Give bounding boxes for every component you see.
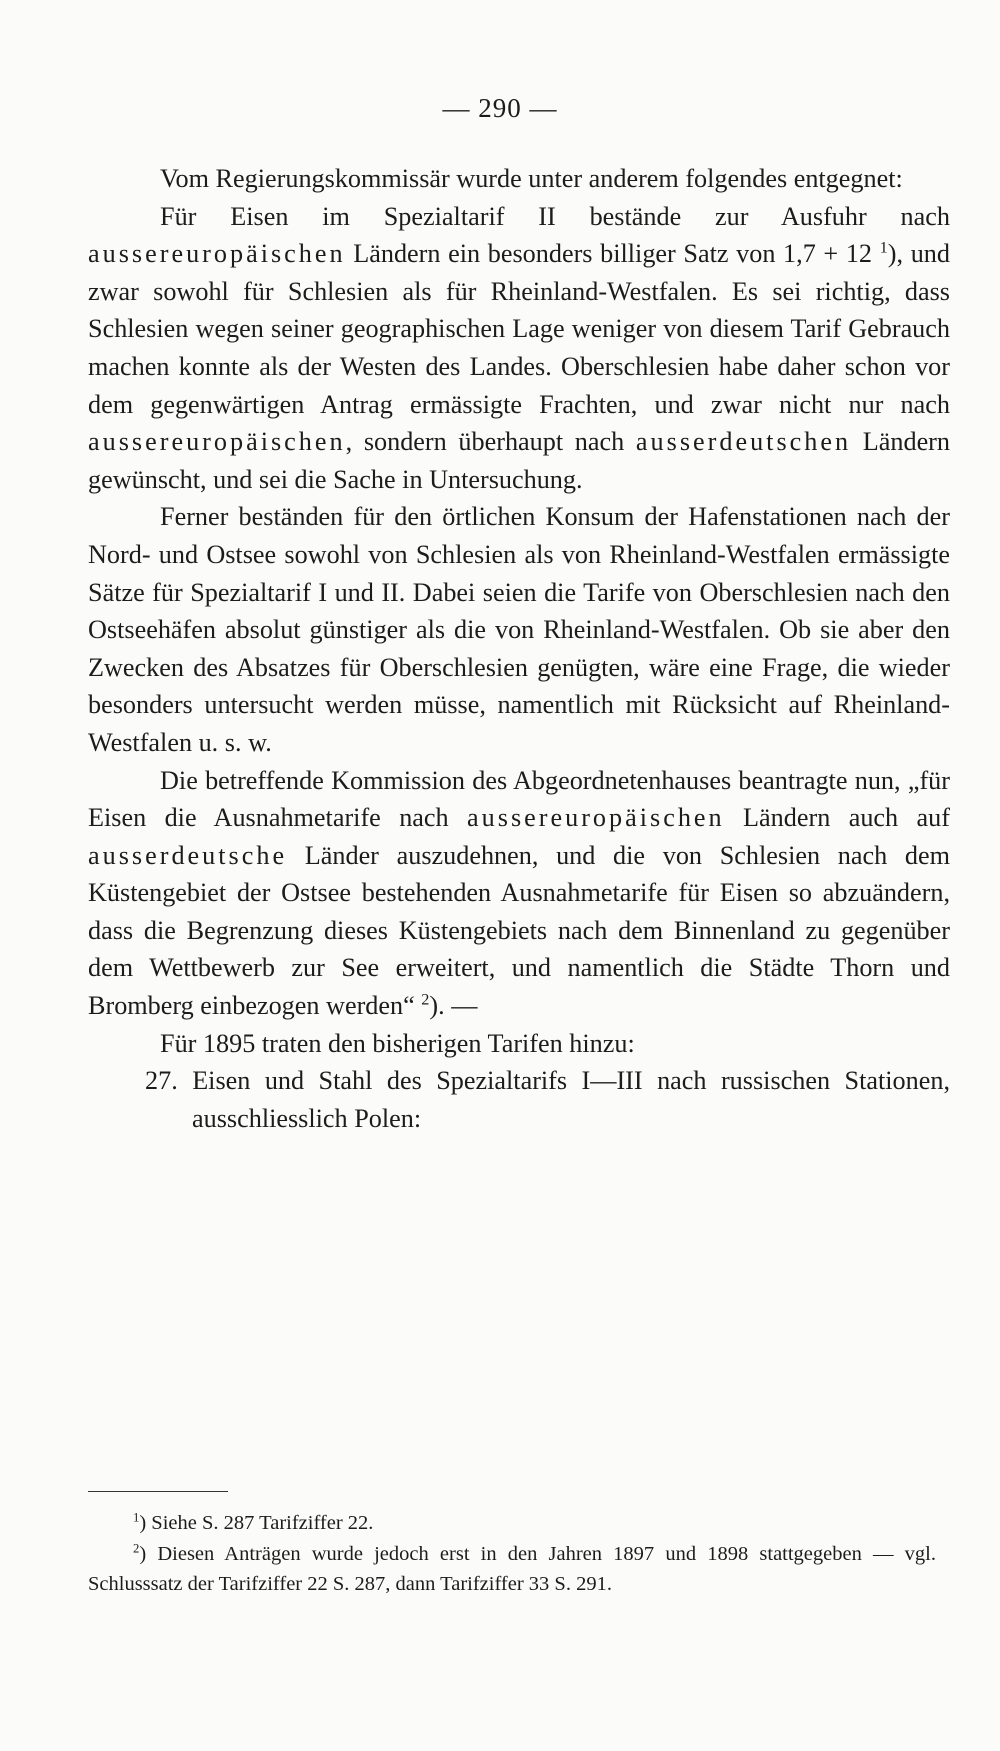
paragraph-2 [88,198,950,499]
footnote-text: ) Siehe S. 287 Tarifziffer 22. [139,1512,374,1534]
emphasized-text: ausserdeutsche [88,840,288,870]
emphasized-text: aussereuropäischen [88,427,346,457]
footnote-reference: 1 [879,238,888,257]
emphasized-text: ausserdeutschen [635,427,852,457]
paragraph-text: ), und zwar sowohl für Schlesien als für Rheinland-Westfalen. Es sei richtig, dass Schlesien wegen seiner geographischen Lage weniger von diesem Tarif Gebrauch machen konnte als der Westen des Landes. Oberschlesien habe daher schon vor dem gegenwärtigen Antrag ermässigte Frachten, und zwar nicht nur nach [88,239,950,419]
paragraph-text: Ländern auch auf [724,803,950,833]
list-item-27 [88,1062,950,1137]
emphasized-text: aussereuropäischen [467,803,725,833]
paragraph-text: Ländern gewünscht, und sei die Sache in Untersuchung. [88,427,951,494]
paragraph-text: Ferner beständen für den örtlichen Konsum der Hafenstationen nach der Nord- und Ostsee sowohl von Schlesien als von Rheinland-Westfalen ermässigte Sätze für Spezialtarif I und II. Dabei seien die Tarife von Oberschlesien nach den Ostseehäfen absolut günstiger als die von Rheinland-Westfalen. Ob sie aber den Zwecken des Absatzes für Oberschlesien genügten, wäre eine Frage, die wieder besonders untersucht werden müsse, namentlich mit Rücksicht auf Rheinland-Westfalen u. s. w. [88,502,950,757]
footnote-text: ) Diesen Anträgen wurde jedoch erst in den Jahren 1897 und 1898 stattgegeben — vgl. Schlusssatz der Tarifziffer 22 S. 287, dann Tarifziffer 33 S. 291. [88,1542,936,1595]
paragraph-3 [88,498,950,761]
paragraph-text: Ländern ein besonders billiger Satz von 1,7 + 12 [345,239,880,269]
footnote-divider [88,1491,228,1492]
paragraph-text: Länder auszudehnen, und die von Schlesien nach dem Küstengebiet der Ostsee bestehenden Ausnahmetarife für Eisen so abzuändern, dass die Begrenzung dieses Küstengebiets nach dem Binnenland zu gegenüber dem Wettbewerb zur See erweitert, und namentlich die Städte Thorn und Bromberg einbezogen werden“ [88,840,950,1021]
page-number: — 290 — [442,93,558,123]
footnote-2 [88,1539,936,1600]
paragraph-1 [88,160,950,198]
paragraph-text: , sondern überhaupt nach [345,427,636,457]
paragraph-text: Die betreffende Kommission des Abgeordnetenhauses beantragte nun, „für Eisen die Ausnahmetarife nach [88,765,950,833]
paragraph-5 [88,1025,950,1063]
paragraph-text: ). — [429,991,478,1021]
main-text [88,160,950,1137]
paragraph-4 [88,762,950,1025]
footnote-1 [88,1508,936,1539]
footnote-marker: 1 [133,1510,140,1525]
paragraph-text: Für 1895 traten den bisherigen Tarifen hinzu: [160,1028,635,1058]
emphasized-text: aussereuropäischen [88,239,346,269]
footnotes [88,1508,936,1600]
footnote-marker: 2 [133,1540,140,1555]
footnote-reference: 2 [421,990,430,1009]
paragraph-text: Vom Regierungskommissär wurde unter anderem folgendes entgegnet: [160,164,903,193]
paragraph-text: 27. Eisen und Stahl des Spezialtarifs I—III nach russischen Stationen, ausschliesslich Polen: [145,1066,950,1133]
paragraph-text: Für Eisen im Spezialtarif II bestände zur Ausfuhr nach [160,201,950,231]
